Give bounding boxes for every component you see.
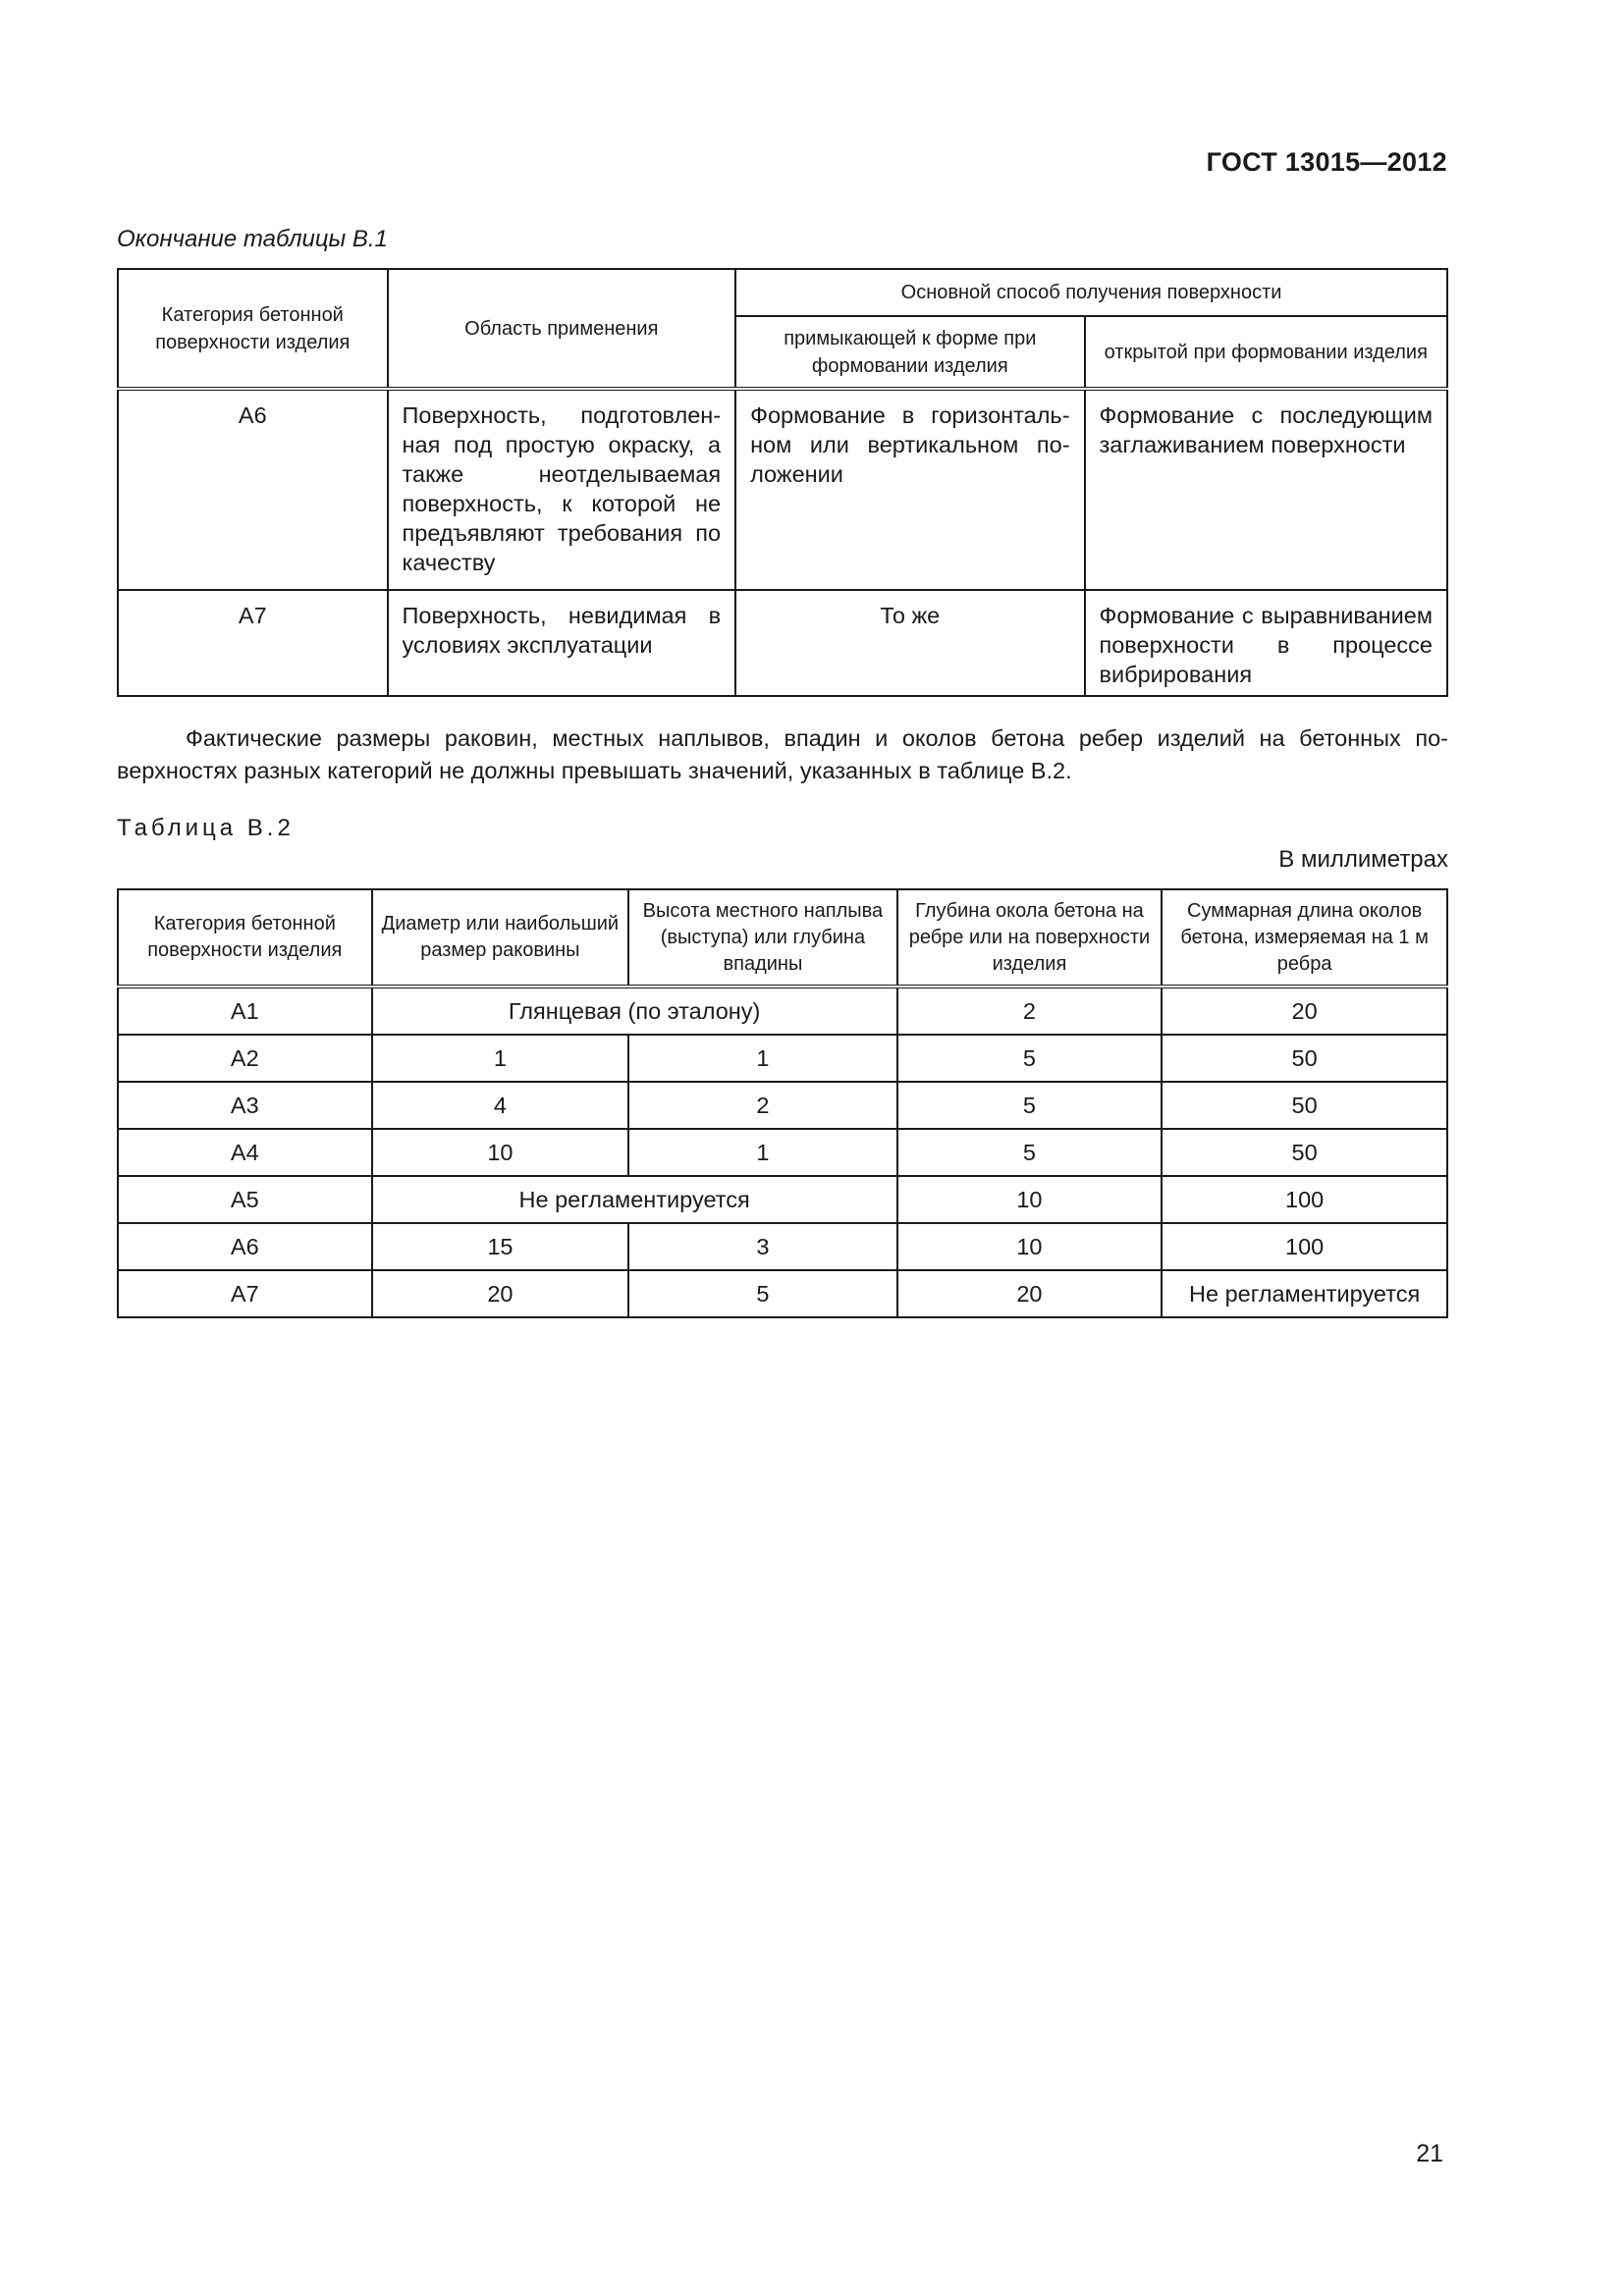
table-row: [118, 1223, 1447, 1270]
table-row: [118, 1270, 1447, 1317]
table-b2-cell-category: А5: [118, 1176, 372, 1223]
table-b2-cell-category: А4: [118, 1129, 372, 1176]
table-b2-cell-total: 50: [1162, 1082, 1447, 1129]
table-row: [118, 1129, 1447, 1176]
table-b1-header-application: Область применения: [388, 269, 736, 389]
table-b1-header-method-group: Основной способ получения поверхности: [735, 269, 1447, 316]
table-b2-cell-diameter: 1: [372, 1035, 629, 1082]
table-b2-cell-height: 2: [628, 1082, 896, 1129]
table-b2-cell-height: 1: [628, 1035, 896, 1082]
table-b1-cell-adjacent: То же: [735, 590, 1084, 696]
table-row: [118, 987, 1447, 1035]
table-b2-cell-height: 1: [628, 1129, 896, 1176]
table-b2-cell-height: 5: [628, 1270, 896, 1317]
table-row: [118, 590, 1447, 696]
table-b2-cell-diameter: Не регламентируется: [372, 1176, 897, 1223]
table-b2-cell-diameter: 4: [372, 1082, 629, 1129]
table-b2-cell-diameter: Глянцевая (по эталону): [372, 987, 897, 1035]
table-b2-cell-total: 20: [1162, 987, 1447, 1035]
table-b2-cell-category: А2: [118, 1035, 372, 1082]
document-code: ГОСТ 13015—2012: [1206, 147, 1447, 177]
table-b1-cell-category: А6: [118, 389, 388, 590]
table-b2-cell-depth: 10: [897, 1176, 1163, 1223]
table-b2-cell-height: 3: [628, 1223, 896, 1270]
table-b2-cell-category: А7: [118, 1270, 372, 1317]
table-b2-cell-total: 100: [1162, 1223, 1447, 1270]
table-b2-cell-depth: 5: [897, 1129, 1163, 1176]
table-b2-cell-total: 50: [1162, 1129, 1447, 1176]
table-b2-cell-category: А6: [118, 1223, 372, 1270]
table-b2-cell-depth: 20: [897, 1270, 1163, 1317]
table-b1: [117, 268, 1448, 697]
table-row: [118, 1035, 1447, 1082]
table-b2-cell-diameter: 10: [372, 1129, 629, 1176]
table-b1-cell-category: А7: [118, 590, 388, 696]
table-b1-header-adjacent: примыкающей к форме при формовании изделия: [735, 316, 1084, 389]
table-b1-cell-adjacent: Формование в горизонтальном или вертикальном положении: [735, 389, 1084, 590]
table-b2-header-category: Категория бетонной поверхности изделия: [118, 889, 372, 987]
table-b2-cell-category: А1: [118, 987, 372, 1035]
table-b2-header-diameter: Диаметр или наибольший размер раковины: [372, 889, 629, 987]
table-b2-cell-diameter: 20: [372, 1270, 629, 1317]
table-b2-cell-depth: 2: [897, 987, 1163, 1035]
table-b2-cell-diameter: 15: [372, 1223, 629, 1270]
table-b1-cell-application: Поверхность, подготовленная под простую окраску, а также неотделываемая поверхность, к которой не предъявляют требования по качеству: [388, 389, 736, 590]
table-b1-header-open: открытой при формовании изделия: [1085, 316, 1447, 389]
table-b2-cell-total: Не регламентируется: [1162, 1270, 1447, 1317]
table-b2: [117, 888, 1448, 1318]
table-b2-units: В миллиметрах: [1278, 846, 1448, 873]
table-b2-cell-category: А3: [118, 1082, 372, 1129]
table-row: [118, 389, 1447, 590]
table-b2-cell-depth: 10: [897, 1223, 1163, 1270]
page-number: 21: [1416, 2140, 1443, 2167]
table-b2-header-height: Высота местного наплыва (выступа) или глубина впадины: [628, 889, 896, 987]
table-b2-cell-depth: 5: [897, 1035, 1163, 1082]
table-b2-caption: Таблица В.2: [117, 815, 295, 841]
table-b2-cell-total: 100: [1162, 1176, 1447, 1223]
table-row: [118, 1082, 1447, 1129]
table-b2-header-total: Суммарная длина околов бетона, измеряемая на 1 м ребра: [1162, 889, 1447, 987]
table-row: [118, 1176, 1447, 1223]
table-b1-caption: Окончание таблицы В.1: [117, 226, 388, 252]
table-b1-cell-open: Формование с выравниванием поверхности в процессе вибрирования: [1085, 590, 1447, 696]
table-b2-cell-total: 50: [1162, 1035, 1447, 1082]
table-b2-cell-depth: 5: [897, 1082, 1163, 1129]
table-b2-header-depth: Глубина окола бетона на ребре или на поверхности изделия: [897, 889, 1163, 987]
body-paragraph: Фактические размеры раковин, местных наплывов, впадин и околов бетона ребер изделий на бетонных поверхностях разных категорий не должны превышать значений, указанных в таблице В.2.: [117, 725, 1448, 783]
table-b1-cell-application: Поверхность, невидимая в условиях эксплуатации: [388, 590, 736, 696]
table-b1-header-category: Категория бетонной поверхности изделия: [118, 269, 388, 389]
table-b1-cell-open: Формование с последующим заглаживанием поверхности: [1085, 389, 1447, 590]
